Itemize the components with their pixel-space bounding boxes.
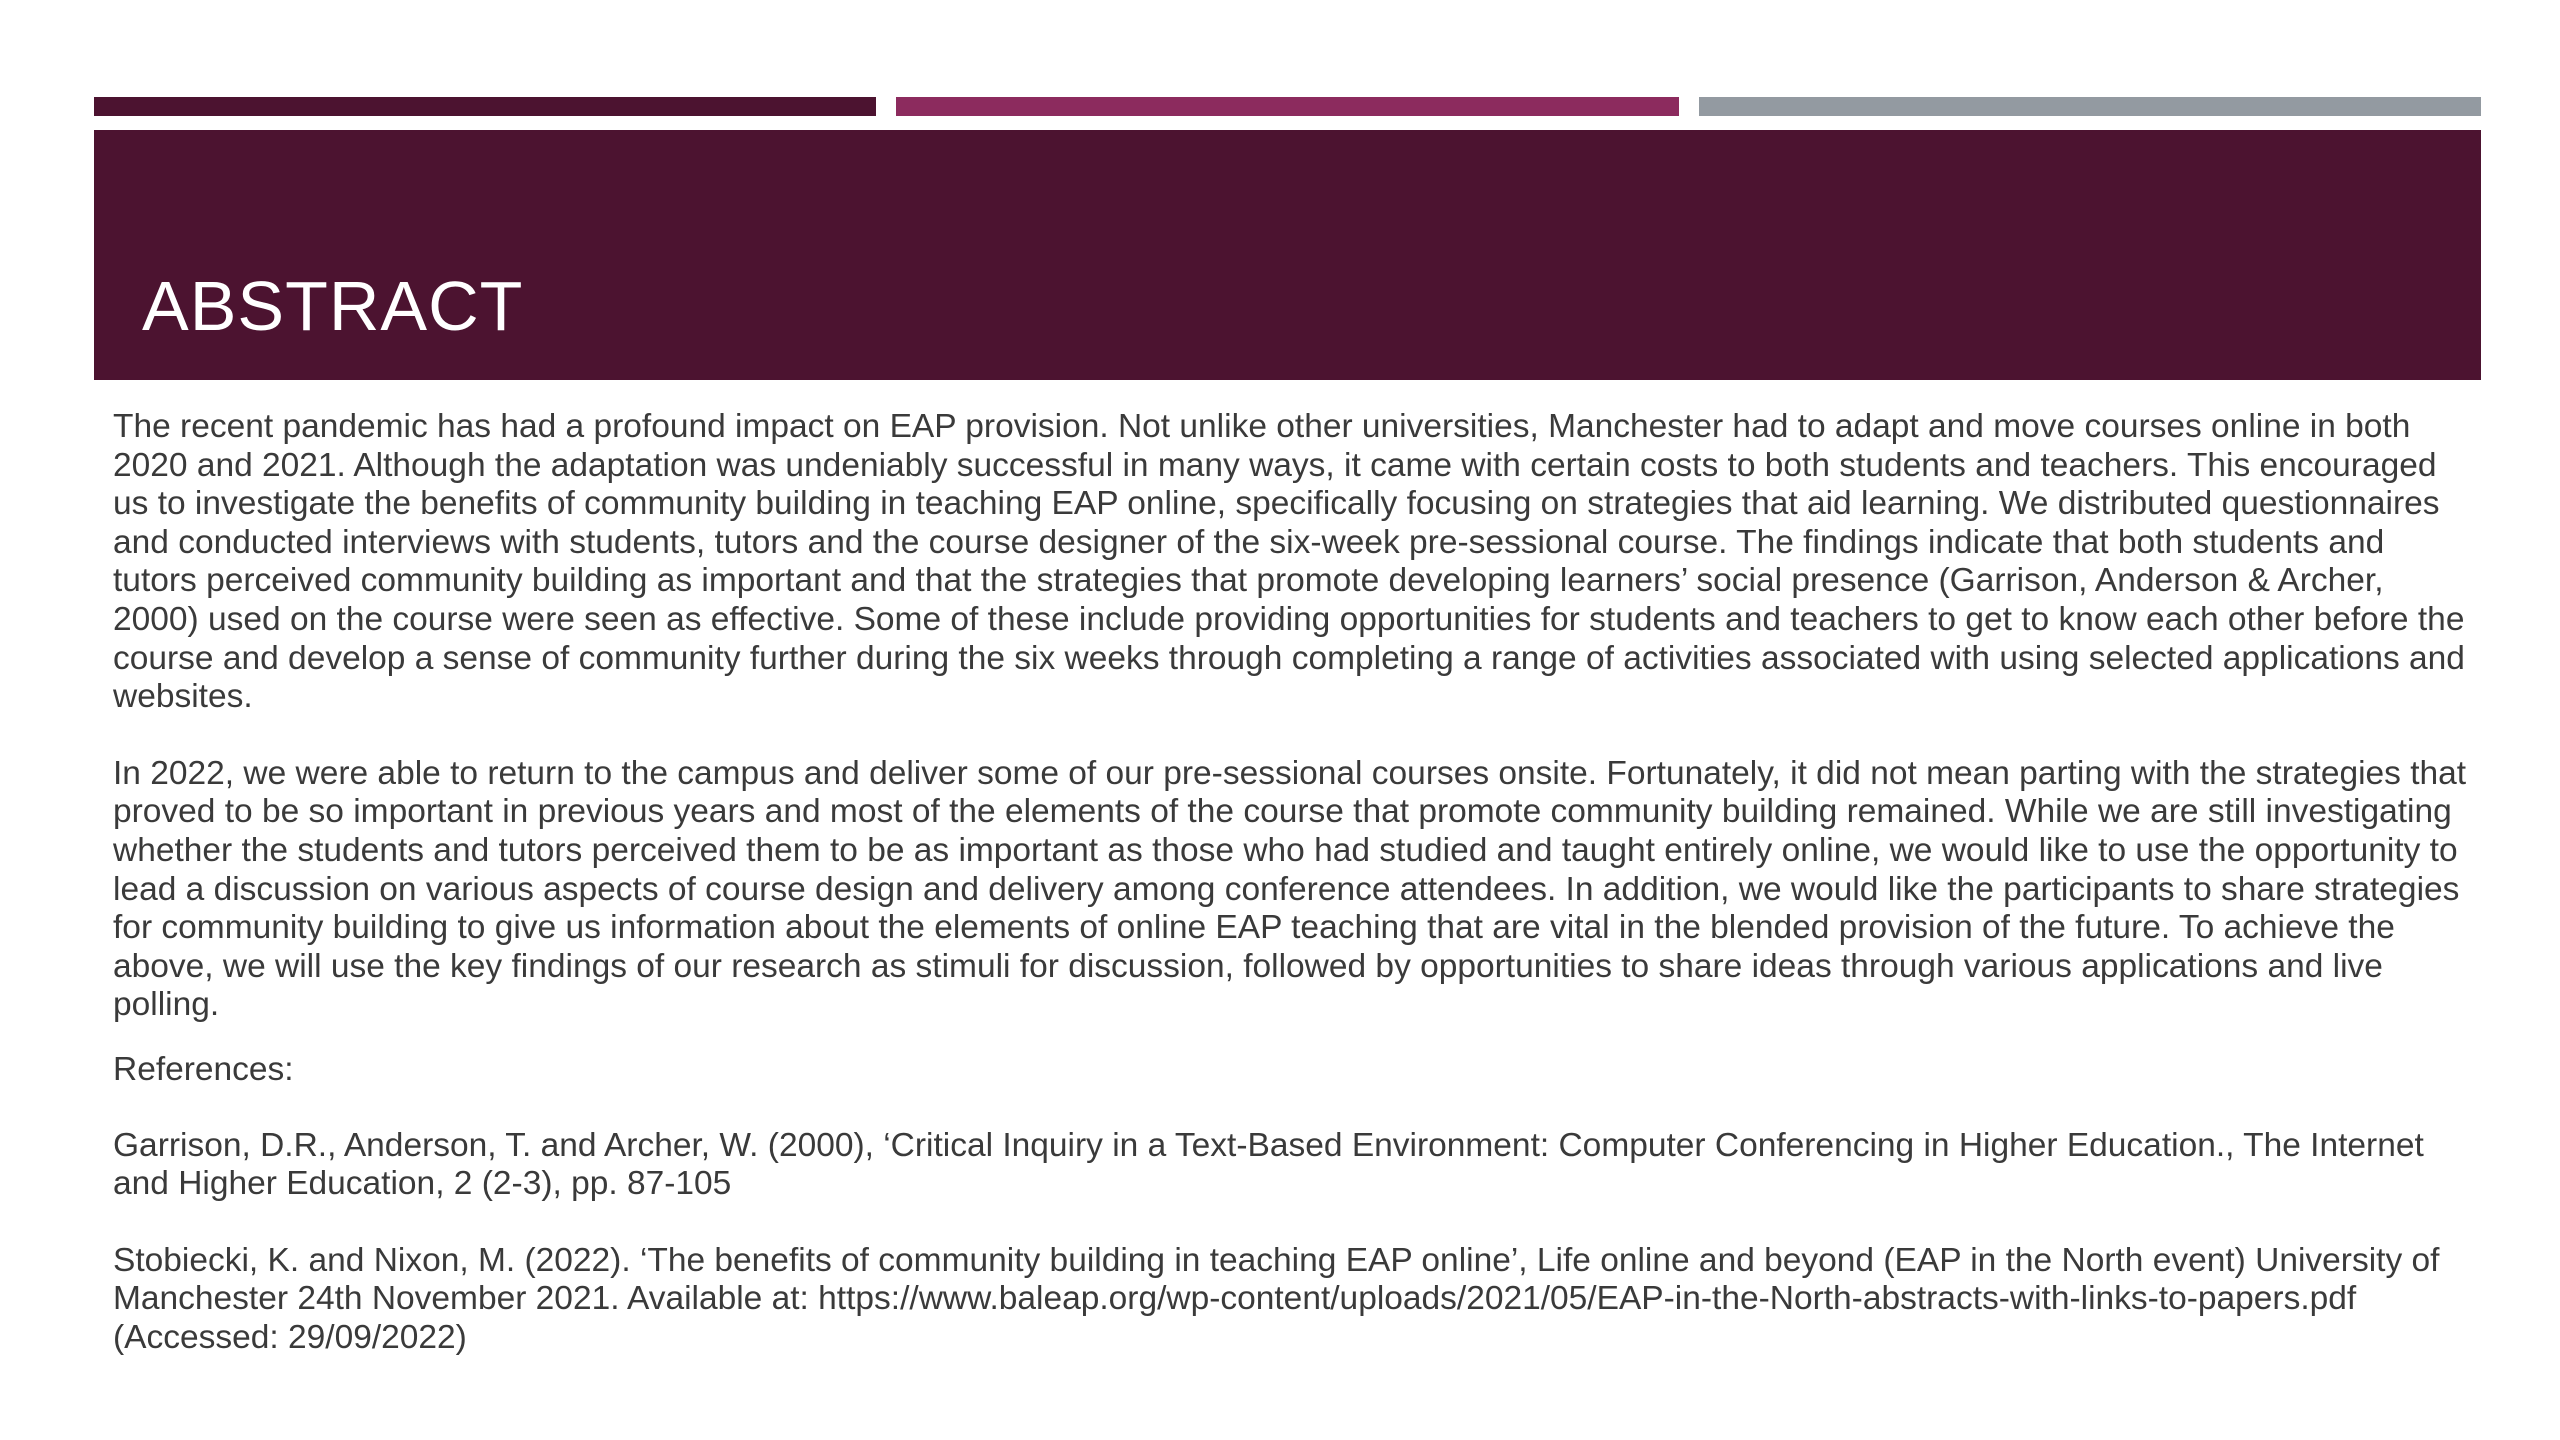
accent-bar-dark	[94, 97, 876, 116]
reference-item: Garrison, D.R., Anderson, T. and Archer, W. (2000), ‘Critical Inquiry in a Text-Based Environment: Computer Conferencing in Higher Education., The Internet and Higher Education, 2 (2-3), pp. 87-105	[113, 1126, 2424, 1203]
accent-bar-magenta	[896, 97, 1679, 116]
abstract-paragraph-2: In 2022, we were able to return to the campus and deliver some of our pre-sessional courses onsite. Fortunately, it did not mean parting with the strategies that proved to be so important in previous years and most of the elements of the course that promote community building remained. While we are still investigating whether the students and tutors perceived them to be as important as those who had studied and taught entirely online, we would like to use the opportunity to lead a discussion on various aspects of course design and delivery among conference attendees. In addition, we would like the participants to share strategies for community building to give us information about the elements of online EAP teaching that are vital in the blended provision of the future. To achieve the above, we will use the key findings of our research as stimuli for discussion, followed by opportunities to share ideas through various applications and live polling.	[113, 754, 2467, 1024]
slide-title: ABSTRACT	[142, 267, 524, 345]
slide-body	[113, 408, 2468, 1357]
accent-bar-grey	[1699, 97, 2481, 116]
references-heading: References:	[113, 1050, 294, 1088]
reference-item: Stobiecki, K. and Nixon, M. (2022). ‘The benefits of community building in teaching EAP online’, Life online and beyond (EAP in the North event) University of Manchester 24th November 2021. Available at: https://www.baleap.org/wp-content/uploads/2021/05/EAP-in-the-North-abstracts-with-links-to-papers.pdf (Accessed: 29/09/2022)	[113, 1241, 2440, 1356]
abstract-paragraph-1: The recent pandemic has had a profound impact on EAP provision. Not unlike other universities, Manchester had to adapt and move courses online in both 2020 and 2021. Although the adaptation was undeniably successful in many ways, it came with certain costs to both students and teachers. This encouraged us to investigate the benefits of community building in teaching EAP online, specifically focusing on strategies that aid learning. We distributed questionnaires and conducted interviews with students, tutors and the course designer of the six-week pre-sessional course. The findings indicate that both students and tutors perceived community building as important and that the strategies that promote developing learners’ social presence (Garrison, Anderson & Archer, 2000) used on the course were seen as effective. Some of these include providing opportunities for students and teachers to get to know each other before the course and develop a sense of community further during the six weeks through completing a range of activities associated with using selected applications and websites.	[113, 408, 2465, 716]
title-band	[94, 130, 2481, 380]
